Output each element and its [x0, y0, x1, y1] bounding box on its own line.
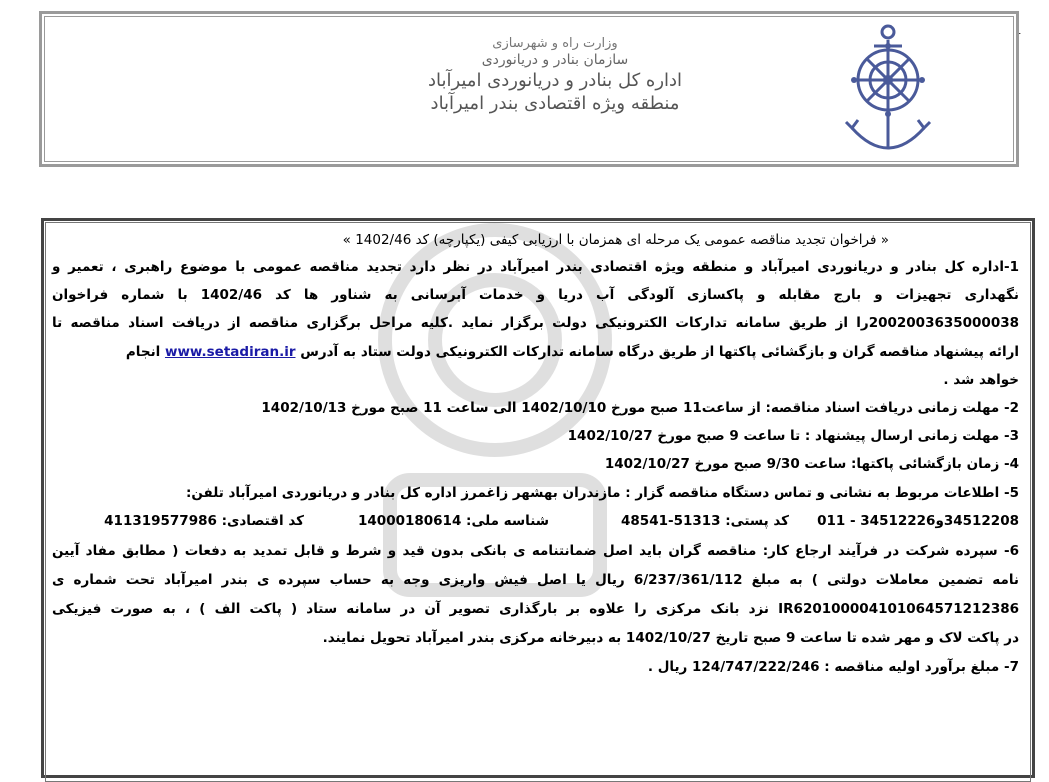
para1-line4-text: ارائه پیشنهاد مناقصه گران و بازگشائی پاکتها از طریق درگاه سامانه تدارکات الکترونیکی دولت ستاد به آدرس [300, 344, 1019, 360]
item-6-line3: IR620100004101064571212386 نزد بانک مرکزی را علاوه بر بارگذاری تصویر آن در سامانه ستاد ( پاکت الف ) ، به صورت فیزیکی [52, 601, 1019, 617]
zone-name: منطقه ویژه اقتصادی بندر امیرآباد [430, 93, 680, 114]
item-5-national-id: شناسه ملی: 14000180614 [358, 513, 549, 529]
anchor-wheel-emblem [838, 18, 938, 160]
item-5-phone: 34512208و34512226 - 011 [817, 513, 1019, 529]
item-5-economic-code: کد اقتصادی: 411319577986 [104, 513, 304, 529]
item-6-line1: 6- سپرده شرکت در فرآیند ارجاع کار: مناقصه گران باید اصل ضمانتنامه ی بانکی بدون قید و شرط و قابل تمدید به دفعات ( مطابق مفاد آیین [52, 543, 1019, 559]
item-5-postal-code: کد پستی: 51313-48541 [621, 513, 789, 529]
para1-line3: 2002003635000038را از طریق سامانه تدارکات الکترونیکی دولت برگزار نماید .کلیه مراحل برگزاری مناقصه از دریافت اسناد مناقصه تا [52, 315, 1019, 331]
directorate-name: اداره کل بنادر و دریانوردی امیرآباد [427, 70, 683, 91]
item-7-estimate: 7- مبلغ برآورد اولیه مناقصه : 124/747/222/246 ریال . [647, 659, 1019, 675]
para1-line1: 1-اداره کل بنادر و دریانوردی امیرآباد و منطقه ویژه اقتصادی بندر امیرآباد در نظر دارد تجدید مناقصه عمومی با موضوع راهبری ، تعمیر و [52, 259, 1019, 275]
item-3-bid-deadline: 3- مهلت زمانی ارسال پیشنهاد : تا ساعت 9 صبح مورخ 1402/10/27 [567, 428, 1019, 444]
item-5-contact-line1: 5- اطلاعات مربوط به نشانی و تماس دستگاه مناقصه گزار : مازندران بهشهر زاغمرز اداره کل بنادر و دریانوردی امیرآباد تلفن: [185, 485, 1019, 501]
item-2-document-deadline: 2- مهلت زمانی دریافت اسناد مناقصه: از ساعت11 صبح مورخ 1402/10/10 الی ساعت 11 صبح مورخ 1402/10/13 [261, 400, 1019, 416]
item-6-line4: در پاکت لاک و مهر شده تا ساعت 9 صبح تاریخ 1402/10/27 به دبیرخانه مرکزی بندر امیرآباد تحویل نمایند. [322, 630, 1019, 646]
notice-title: « فراخوان تجدید مناقصه عمومی یک مرحله ای همزمان با ارزیابی کیفی (یکپارچه) کد 1402/46 » [342, 232, 889, 248]
ministry-name: وزارت راه و شهرسازی [492, 36, 618, 51]
organization-name: سازمان بنادر و دریانوردی [481, 52, 629, 68]
para1-line4 [52, 344, 1019, 360]
item-4-opening-time: 4- زمان بازگشائی پاکتها: ساعت 9/30 صبح مورخ 1402/10/27 [604, 456, 1019, 472]
page-number: 1 [1011, 18, 1023, 39]
item-6-line2: نامه تضمین معاملات دولتی ) به مبلغ 6/237/361/112 ریال یا اصل فیش واریزی وجه به حساب سپرده ی بندر امیرآباد تحت شماره ی [52, 572, 1019, 588]
setadiran-link[interactable]: www.setadiran.ir [164, 344, 296, 360]
para1-line5: خواهد شد . [943, 372, 1019, 388]
para1-line2: نگهداری تجهیزات و بارج مقابله و پاکسازی آلودگی آب دریا و خدمات آبرسانی به شناور ها کد 1402/46 با شماره فراخوان [52, 287, 1019, 303]
para1-line4-suffix: انجام [125, 344, 161, 360]
